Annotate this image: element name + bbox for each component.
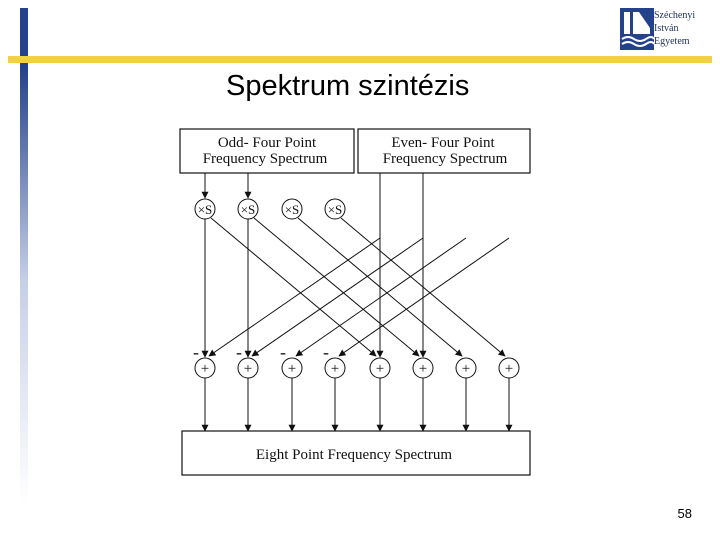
adder-node [236, 342, 258, 378]
logo-line-2: István [654, 23, 679, 34]
minus-sign: - [193, 342, 199, 362]
adder-label: + [418, 361, 428, 377]
minus-sign: - [280, 342, 286, 362]
multiplier-node [238, 199, 258, 219]
cross-wire-odd [254, 218, 419, 356]
page-number: 58 [677, 506, 692, 521]
adder-label: + [287, 361, 297, 377]
multiplier-label: ×S [284, 202, 300, 217]
adder-label: + [243, 361, 253, 377]
diagram-nodes [193, 199, 519, 378]
adder-node [370, 358, 390, 378]
minus-sign: - [236, 342, 242, 362]
adder-label: + [375, 361, 385, 377]
adder-node [456, 358, 476, 378]
odd-box-line-2: Frequency Spectrum [202, 151, 328, 167]
adder-label: + [461, 361, 471, 377]
multiplier-node [282, 199, 302, 219]
adder-node [413, 358, 433, 378]
adder-node [499, 358, 519, 378]
logo-line-1: Széchenyi [654, 10, 696, 21]
output-box-label: Eight Point Frequency Spectrum [255, 447, 453, 463]
adder-label: + [330, 361, 340, 377]
multiplier-label: ×S [327, 202, 343, 217]
adder-label: + [504, 361, 514, 377]
even-box-line-1: Even- Four Point [391, 135, 495, 151]
adder-label: + [200, 361, 210, 377]
multiplier-node [325, 199, 345, 219]
slide-title: Spektrum szintézis [226, 70, 470, 102]
adder-node [280, 342, 302, 378]
minus-sign: - [323, 342, 329, 362]
adder-node [323, 342, 345, 378]
multiplier-node [195, 199, 215, 219]
adder-node [193, 342, 215, 378]
odd-box-line-1: Odd- Four Point [217, 135, 317, 151]
logo-line-3: Egyetem [654, 36, 690, 47]
multiplier-label: ×S [197, 202, 213, 217]
multiplier-label: ×S [240, 202, 256, 217]
even-box-line-2: Frequency Spectrum [382, 151, 508, 167]
